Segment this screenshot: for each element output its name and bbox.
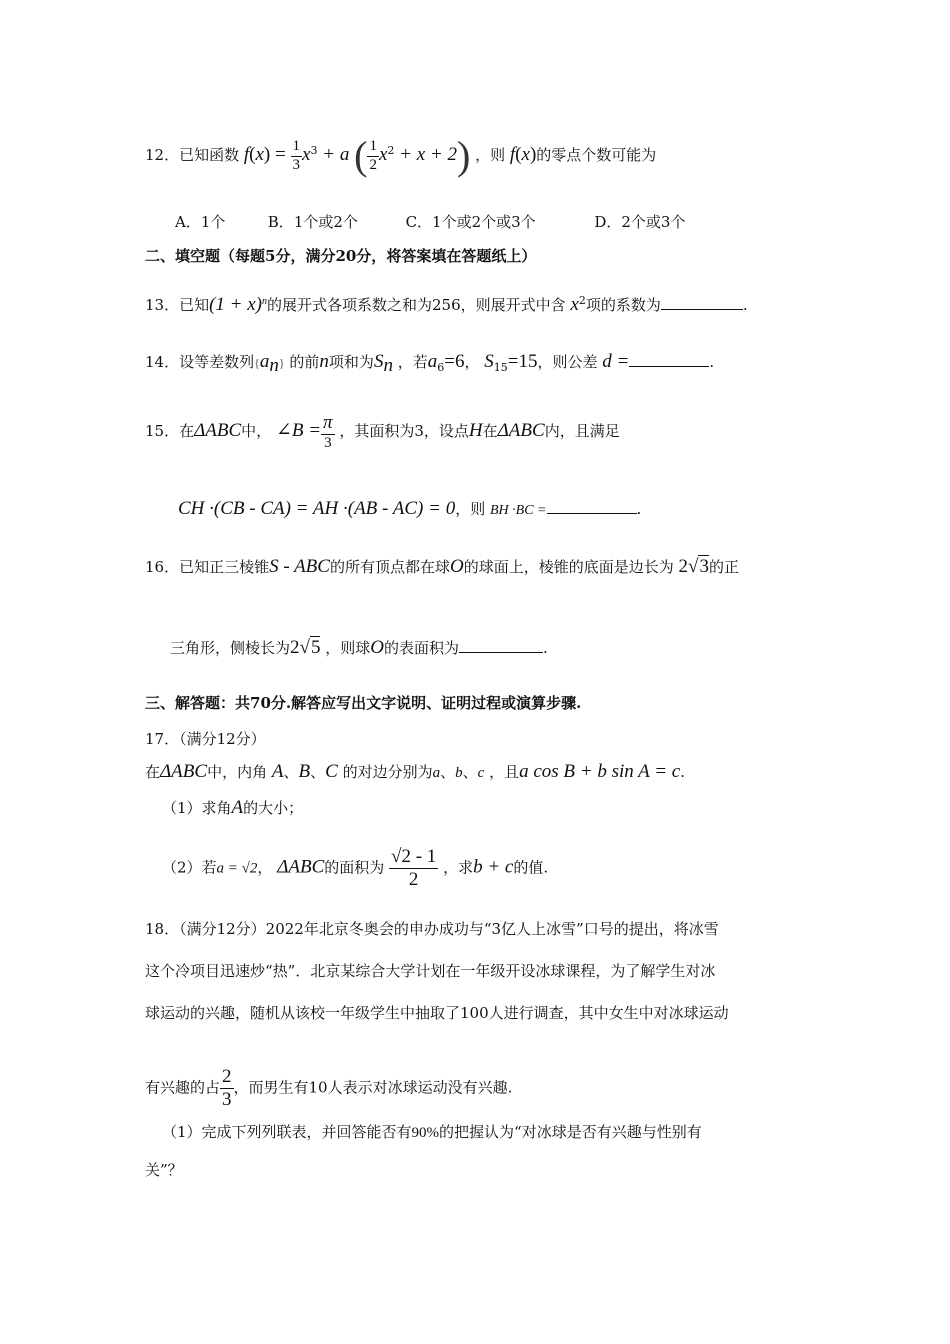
q12-plus-a: + a xyxy=(322,144,350,165)
q13-expr: (1 + x) xyxy=(209,294,263,315)
q17-part2: （2）若a = √2， ΔABC的面积为 $\frac{√2 - 1}{2}$ ，求b + c的值. xyxy=(162,846,549,890)
option-c: C．1个或2个或3个 xyxy=(405,213,536,231)
q18-part1: （1）完成下列列联表，并回答能否有90%的把握认为“对冰球是否有兴趣与性别有 xyxy=(162,1123,702,1141)
q16-answer-blank[interactable] xyxy=(459,636,543,653)
q17-line1: 在ΔABC中，内角 A、B、C 的对边分别为a、b、c ，且a cos B + b sin A = c. xyxy=(145,761,685,782)
q12-x: x xyxy=(255,144,264,165)
q12-frac1: $\frac{1}{3}$ xyxy=(292,138,301,173)
q15-answer-blank[interactable] xyxy=(547,497,637,514)
q16-line1: 16．已知正三棱锥S - ABC的所有顶点都在球O的球面上，棱锥的底面是边长为 2√3的正 xyxy=(145,556,739,577)
option-a: A．1个 xyxy=(175,213,226,231)
q18-part1-cont: 关”？ xyxy=(145,1161,183,1179)
section2-title: 二、填空题（每题5分，满分20分，将答案填在答题纸上） xyxy=(145,247,537,265)
q16-line2: 三角形，侧棱长为2√5 ，则球O的表面积为 . xyxy=(170,637,548,658)
q12-options xyxy=(175,211,685,233)
q17-part1: （1）求角A的大小； xyxy=(162,797,304,818)
q12-f: f xyxy=(243,144,250,165)
q18-line1: 18．（满分12分）2022年北京冬奥会的申办成功与“3亿人上冰雪”口号的提出，将冰雪 xyxy=(145,920,719,938)
q15-line2: CH ·(CB - CA) = AH ·(AB - AC) = 0，则 BH ·BC = . xyxy=(178,498,642,519)
q12-mid: ，则 xyxy=(475,146,506,164)
q13-answer-blank[interactable] xyxy=(661,293,743,310)
q18-line2: 这个冷项目迅速炒“热”．北京某综合大学计划在一年级开设冰球课程，为了解学生对冰 xyxy=(145,962,716,980)
q12-line: 12．已知函数 f(x) = $\frac{1}{3}$ $x^3 + a$ ( $\frac{1}{2}$ $x^2 + x + 2$) ，则 f(x)的零点个数可能为 xyxy=(145,133,657,178)
q13-line: 13．已知$(1 + x)^n$的展开式各项系数之和为256，则展开式中含 $x^2$项的系数为 . xyxy=(145,294,748,315)
q12-eq: = xyxy=(275,144,286,165)
option-b: B．1个或2个 xyxy=(267,213,358,231)
q18-line4: 有兴趣的占 $\frac{2}{3}$ ，而男生有10人表示对冰球运动没有兴趣. xyxy=(145,1066,513,1110)
q17-head: 17．（满分12分） xyxy=(145,730,266,748)
q14-answer-blank[interactable] xyxy=(629,350,709,367)
q12-frac2: $\frac{1}{2}$ xyxy=(369,138,377,173)
q12-lead: 12．已知函数 xyxy=(145,146,240,164)
q15-line1: 15．在ΔABC中， ∠B = $\frac{\pi}{3}$ ，其面积为3，设点H在ΔABC内，且满足 xyxy=(145,412,620,451)
q14-line: 14．设等差数列$\{a_n\}$ 的前n项和为$S_n$ ，若$a_6=6$， $S_{15}=15$，则公差 d = . xyxy=(145,351,715,376)
q12-rest: + x + 2 xyxy=(399,144,457,165)
option-d: D．2个或3个 xyxy=(594,213,686,231)
section3-title: 三、解答题：共70分.解答应写出文字说明、证明过程或演算步骤. xyxy=(145,694,582,712)
q12-tail: 的零点个数可能为 xyxy=(536,146,657,164)
q15-vector-expr: CH ·(CB - CA) = AH ·(AB - AC) = 0 xyxy=(178,498,456,519)
q18-line3: 球运动的兴趣，随机从该校一年级学生中抽取了100人进行调查，其中女生中对冰球运动 xyxy=(145,1004,729,1022)
